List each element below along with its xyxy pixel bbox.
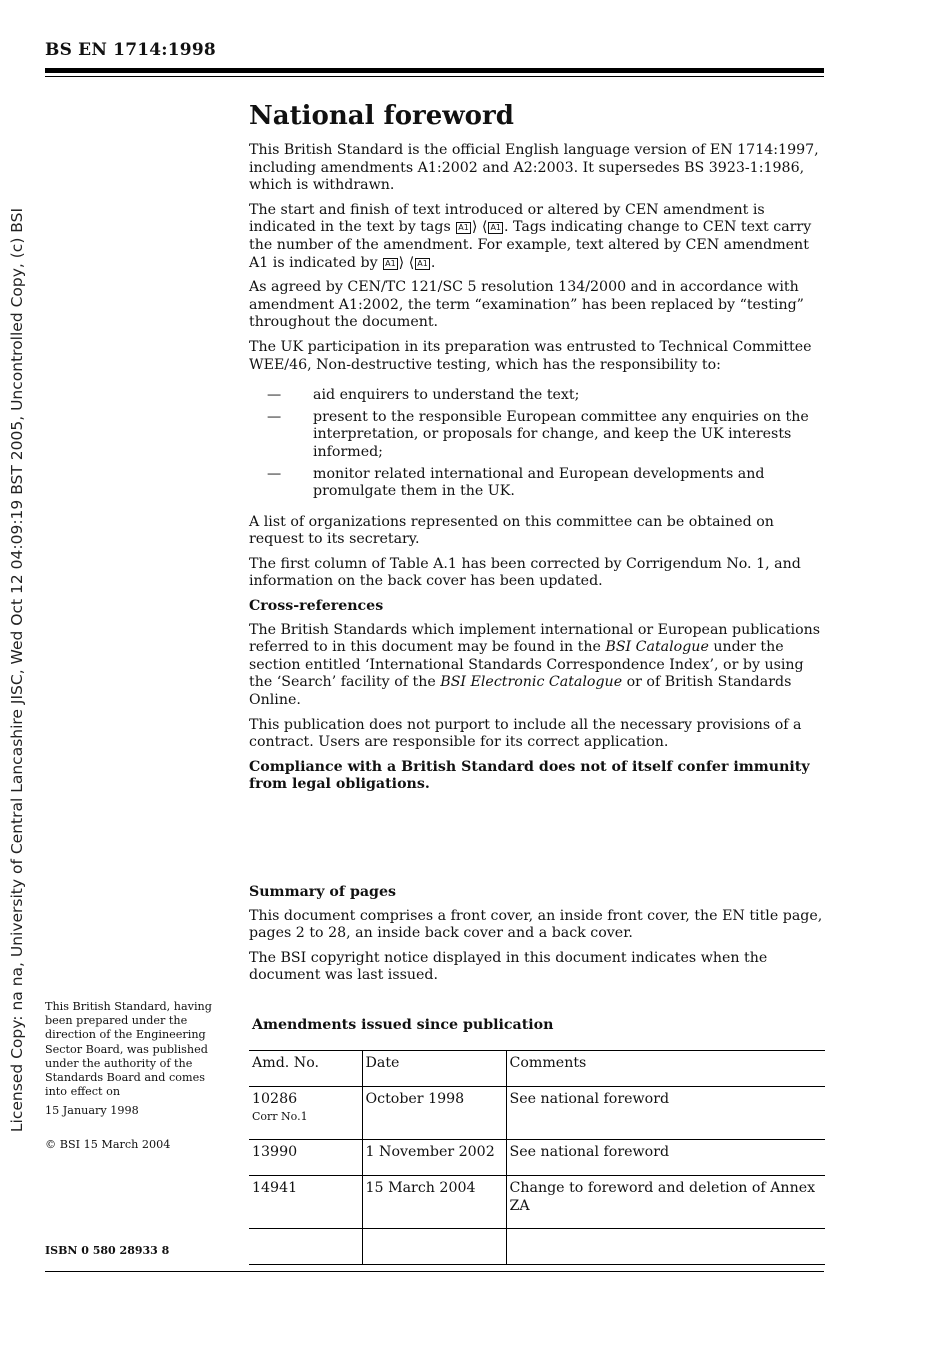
corrigendum-label: Corr No.1 <box>252 1109 308 1123</box>
date-cell: 1 November 2002 <box>362 1140 506 1176</box>
amendment-tag-close-icon: A1 <box>417 258 428 268</box>
publication-note-text: This British Standard, having been prepared under the direction of the Engineering Sector Board, was published under the authority of the Standards Board and comes into effect on <box>45 1000 212 1099</box>
amd-no-cell: 14941 <box>249 1176 362 1229</box>
responsibility-list <box>249 387 825 501</box>
date-cell: October 1998 <box>362 1087 506 1140</box>
paragraph-organizations: A list of organizations represented on this committee can be obtained on request to its secretary. <box>249 513 774 548</box>
column-header-comments: Comments <box>506 1051 825 1087</box>
paragraph-committee: The UK participation in its preparation was entrusted to Technical Committee WEE/46, Non-destructive testing, which has the responsibility to: <box>249 338 812 373</box>
table-row-empty <box>249 1229 825 1265</box>
paragraph-compliance: Compliance with a British Standard does not of itself confer immunity from legal obligations. <box>249 758 810 793</box>
summary-paragraph-contents: This document comprises a front cover, an inside front cover, the EN title page, pages 2 to 28, an inside back cover and a back cover. <box>249 907 823 942</box>
column-header-date: Date <box>362 1051 506 1087</box>
amd-no-cell: 10286 Corr No.1 <box>249 1087 362 1140</box>
paragraph-terminology: As agreed by CEN/TC 121/SC 5 resolution 134/2000 and in accordance with amendment A1:2002, the term “examination” has been replaced by “testing” throughout the document. <box>249 279 804 331</box>
footer-rule <box>45 1271 824 1272</box>
summary-paragraph-copyright: The BSI copyright notice displayed in this document indicates when the document was last issued. <box>249 949 768 984</box>
amendment-tag-close-icon: A1 <box>490 223 501 233</box>
header-rule-thick <box>45 68 824 73</box>
document-id: BS EN 1714:1998 <box>45 40 216 60</box>
copyright-notice: © BSI 15 March 2004 <box>45 1138 171 1151</box>
amendments-title: Amendments issued since publication <box>252 1017 554 1033</box>
column-header-amd-no: Amd. No. <box>249 1051 362 1087</box>
paragraph-contract: This publication does not purport to include all the necessary provisions of a contract. Users are responsible for its correct application. <box>249 716 802 751</box>
paragraph-cross-references: The British Standards which implement international or European publications referred to in this document may be found in the BSI Catalogue under the section entitled ‘International Standards Correspondence Index’, or by using the ‘Search’ facility of the BSI Electronic Catalogue or of British Standards Online. <box>249 621 821 709</box>
license-watermark: Licensed Copy: na na, University of Central Lancashire JISC, Wed Oct 12 04:09:19 BST 2005, Uncontrolled Copy, (c) BSI <box>8 207 26 1133</box>
page-title: National foreword <box>249 101 514 131</box>
publication-note <box>45 1000 225 1124</box>
table-header-row <box>249 1051 825 1087</box>
cross-references-heading: Cross-references <box>249 598 384 615</box>
date-cell: 15 March 2004 <box>362 1176 506 1229</box>
table-row <box>249 1140 825 1176</box>
table-row <box>249 1087 825 1140</box>
header-rule-thin <box>45 76 824 77</box>
comments-cell: See national foreword <box>506 1140 825 1176</box>
isbn: ISBN 0 580 28933 8 <box>45 1244 170 1257</box>
list-item: — aid enquirers to understand the text; <box>267 387 580 404</box>
summary-of-pages-section <box>249 884 825 992</box>
national-foreword-section <box>249 100 825 801</box>
paragraph-corrigendum: The first column of Table A.1 has been corrected by Corrigendum No. 1, and information on the back cover has been updated. <box>249 555 801 590</box>
amendment-tag-open-icon: A1 <box>385 258 396 268</box>
paragraph-official-version: This British Standard is the official English language version of EN 1714:1997, including amendments A1:2002 and A2:2003. It supersedes BS 3923-1:1986, which is withdrawn. <box>249 142 819 194</box>
amd-no-cell: 13990 <box>249 1140 362 1176</box>
effective-date: 15 January 1998 <box>45 1104 139 1118</box>
summary-heading: Summary of pages <box>249 884 396 900</box>
paragraph-amendment-tags: The start and finish of text introduced or altered by CEN amendment is indicated in the text by tags A1 ⟩ ⟨ A1 . Tags indicating change to CEN text carry the number of the amendment. For example, text altered by CEN amendment A1 is indicated by A1 ⟩ ⟨ A1 . <box>249 201 812 271</box>
comments-cell: Change to foreword and deletion of Annex ZA <box>506 1176 825 1229</box>
list-item: — present to the responsible European committee any enquiries on the interpretation, or proposals for change, and keep the UK interests informed; <box>267 408 809 460</box>
amendments-table <box>249 1050 825 1265</box>
list-item: — monitor related international and European developments and promulgate them in the UK. <box>267 465 765 500</box>
comments-cell: See national foreword <box>506 1087 825 1140</box>
table-row <box>249 1176 825 1229</box>
amendment-tag-open-icon: A1 <box>458 223 469 233</box>
